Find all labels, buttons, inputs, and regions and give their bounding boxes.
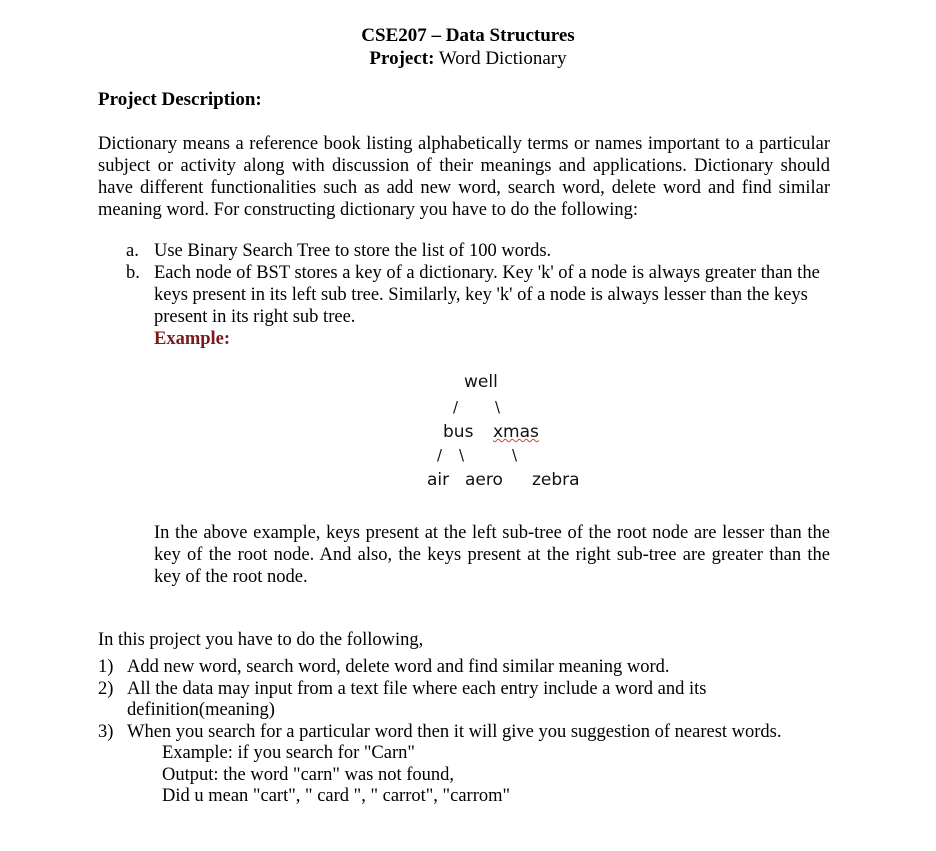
list-marker: 1) [98,657,114,677]
task-item-3 [98,722,838,744]
document-title [0,24,936,70]
project-title [0,47,936,70]
tree-edge: \ [459,446,465,464]
project-label: Project: [369,48,435,69]
description-line: have different functionalities such as add new word, search word, delete word and find similar [98,178,830,198]
tasks-list [98,657,838,808]
project-name: Word Dictionary [434,48,567,69]
list-item-text: Use Binary Search Tree to store the list of 100 words. [154,241,552,261]
course-title: CSE207 – Data Structures [361,25,575,46]
list-marker: b. [126,263,140,283]
explanation-line: key of the root node. [154,567,308,587]
description-heading: Project Description: [98,89,262,110]
task-text: Add new word, search word, delete word and find similar meaning word. [127,657,670,677]
list-item-text: keys present in its left sub tree. Similarly, key 'k' of a node is always lesser than the keys [154,285,808,305]
requirements-list [126,240,831,350]
tree-edge: / [453,398,459,416]
description-paragraph [98,133,830,221]
description-line: subject or activity along with discussion of their meanings and applications. Dictionary should [98,156,830,176]
tree-edge: \ [512,446,518,464]
example-label: Example: [154,329,231,349]
tree-node-right: xmas [493,422,539,442]
task-text: definition(meaning) [127,700,275,720]
tree-node-left: bus [443,422,474,442]
search-example-line: Did u mean "cart", " card ", " carrot", "carrom" [162,786,511,806]
tree-node-left-right: aero [465,470,503,490]
tree-edge: / [437,446,443,464]
tree-node-left-left: air [427,470,450,490]
description-line: meaning word. For constructing dictionary you have to do the following: [98,200,638,220]
list-marker: 3) [98,721,114,742]
explanation-line: key of the root node. And also, the keys present at the right sub-tree are greater than the [154,545,830,565]
search-example-line: Output: the word "carn" was not found, [162,764,455,785]
list-item-b [126,262,831,328]
search-example-line: Example: if you search for "Carn" [162,743,415,763]
list-item-text: Each node of BST stores a key of a dictionary. Key 'k' of a node is always greater than the [154,263,820,283]
task-item-2 [98,679,838,722]
tasks-intro: In this project you have to do the following, [98,630,424,650]
task-text: When you search for a particular word then it will give you suggestion of nearest words. [127,721,782,742]
explanation-paragraph [154,522,830,588]
list-item-a [126,240,831,262]
task-item-1 [98,657,838,679]
list-marker: 2) [98,678,114,699]
explanation-line: In the above example, keys present at the left sub-tree of the root node are lesser than the [154,523,830,543]
tree-node-root: well [464,372,498,392]
bst-diagram [380,370,620,500]
description-line: Dictionary means a reference book listing alphabetically terms or names important to a particular [98,134,830,154]
list-marker: a. [126,241,139,261]
task-text: All the data may input from a text file where each entry include a word and its [127,678,707,699]
tree-edge: \ [495,398,501,416]
list-item-text: present in its right sub tree. [154,307,356,327]
tree-node-right-right: zebra [532,470,580,490]
